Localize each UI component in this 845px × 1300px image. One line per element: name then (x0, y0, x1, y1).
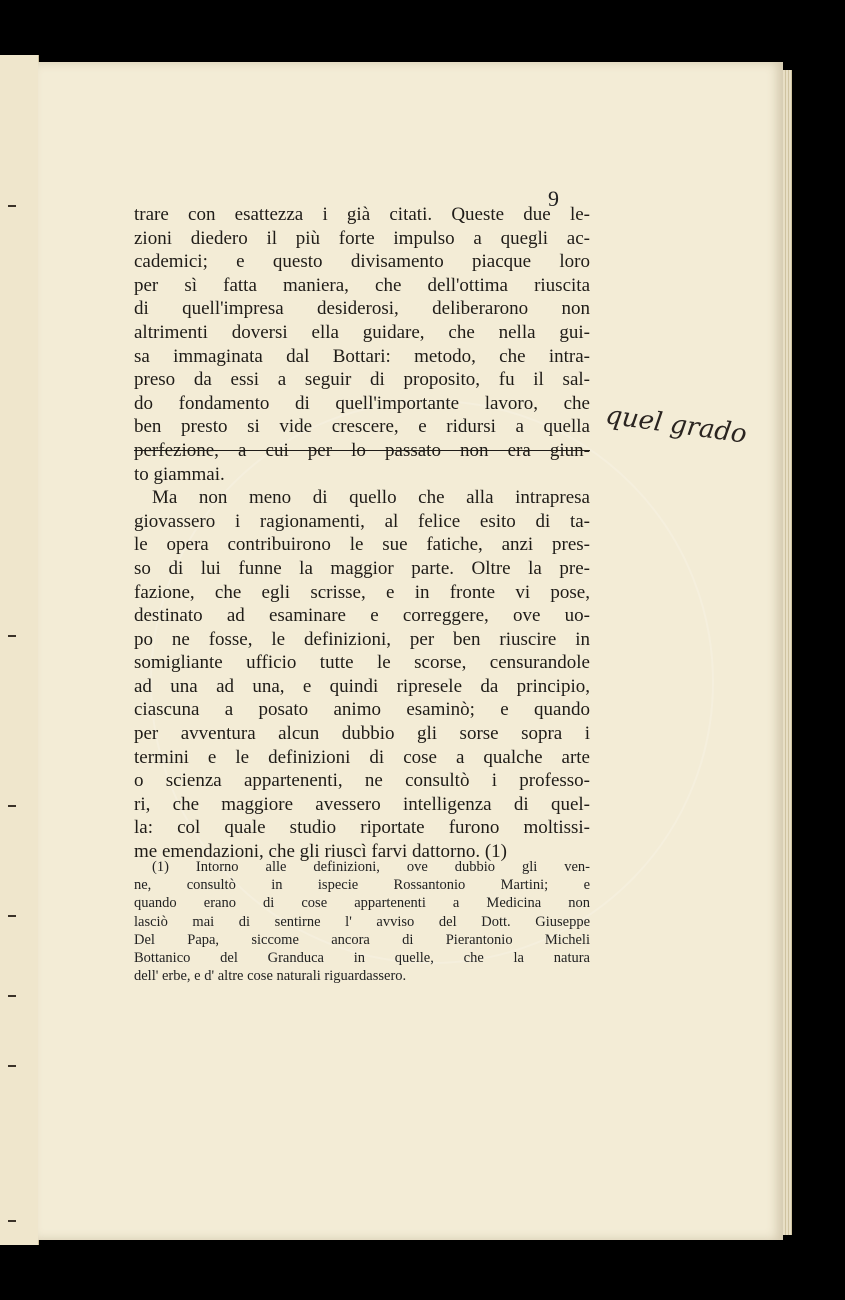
text-line: trare con esattezza i già citati. Queste due le- (134, 204, 590, 225)
margin-mark (8, 915, 16, 917)
text-line: le opera contribuirono le sue fatiche, anzi pres- (134, 534, 590, 556)
text-line: per avventura alcun dubbio gli sorse sopra i (134, 723, 590, 745)
text-line: ri, che maggiore avessero intelligenza di quel- (134, 793, 590, 815)
text-line: so di lui funne la maggior parte. Oltre la pre- (134, 557, 590, 579)
margin-mark (8, 635, 16, 637)
footnote-line: dell' erbe, e d' altre cose naturali riguardassero. (134, 968, 407, 985)
text-line: do fondamento di quell'importante lavoro, che (134, 392, 590, 414)
margin-mark (8, 1065, 16, 1067)
footnote-line: (1) Intorno alle definizioni, ove dubbio gli ven- (152, 859, 590, 875)
facing-page-edge (0, 55, 39, 1245)
margin-mark (8, 805, 16, 807)
text-line: me emendazioni, che gli riuscì farvi dattorno. (1) (134, 841, 508, 863)
text-line: o scienza appartenenti, ne consultò i professo- (134, 770, 590, 792)
text-line: ciascuna a posato animo esaminò; e quando (134, 699, 590, 721)
page-number: 9 (548, 186, 559, 211)
text-line: somigliante ufficio tutte le scorse, censurandole (134, 652, 590, 674)
footnote-line: quando erano di cose appartenenti a Medicina non (134, 895, 590, 912)
text-line: di quell'impresa desiderosi, deliberarono non (134, 298, 590, 320)
text-line: po ne fosse, le definizioni, per ben riuscire in (134, 628, 590, 650)
text-line: cademici; e questo divisamento piacque loro (134, 251, 590, 273)
margin-mark (8, 995, 16, 997)
footnote-line: lasciò mai di sentirne l' avviso del Dott. Giuseppe (134, 913, 590, 930)
text-line: ad una ad una, e quindi ripresele da principio, (134, 675, 590, 697)
body-text (134, 203, 590, 864)
text-line: sa immaginata dal Bottari: metodo, che intra- (134, 345, 590, 367)
text-line: termini e le definizioni di cose a qualche arte (134, 746, 590, 768)
page-stack-edge (783, 70, 792, 1235)
text-line: ben presto si vide crescere, e ridursi a quella (134, 416, 590, 438)
text-line: destinato ad esaminare e correggere, ove uo- (134, 605, 590, 627)
text-line: preso da essi a seguir di proposito, fu il sal- (134, 369, 590, 391)
text-line: fazione, che egli scrisse, e in fronte vi pose, (134, 581, 590, 603)
footnote-line: Bottanico del Granduca in quelle, che la natura (134, 950, 590, 967)
margin-mark (8, 1220, 16, 1222)
footnote (134, 858, 590, 985)
margin-mark (8, 205, 16, 207)
handwritten-margin-note: quel grado (603, 400, 749, 450)
text-line: per sì fatta maniera, che dell'ottima riuscita (134, 274, 590, 296)
text-line: altrimenti doversi ella guidare, che nella gui- (134, 321, 590, 343)
footnote-line: Del Papa, siccome ancora di Pierantonio Micheli (134, 931, 590, 948)
text-line: zioni diedero il più forte impulso a quegli ac- (134, 227, 590, 249)
text-line: la: col quale studio riportate furono moltissi- (134, 817, 590, 839)
footnote-line: ne, consultò in ispecie Rossantonio Martini; e (134, 877, 590, 894)
text-line-struck: perfezione, a cui per lo passato non era giun- (134, 439, 590, 461)
text-line: to giammai. (134, 463, 225, 485)
text-line: giovassero i ragionamenti, al felice esito di ta- (134, 510, 590, 532)
text-line: Ma non meno di quello che alla intrapresa (152, 487, 590, 509)
